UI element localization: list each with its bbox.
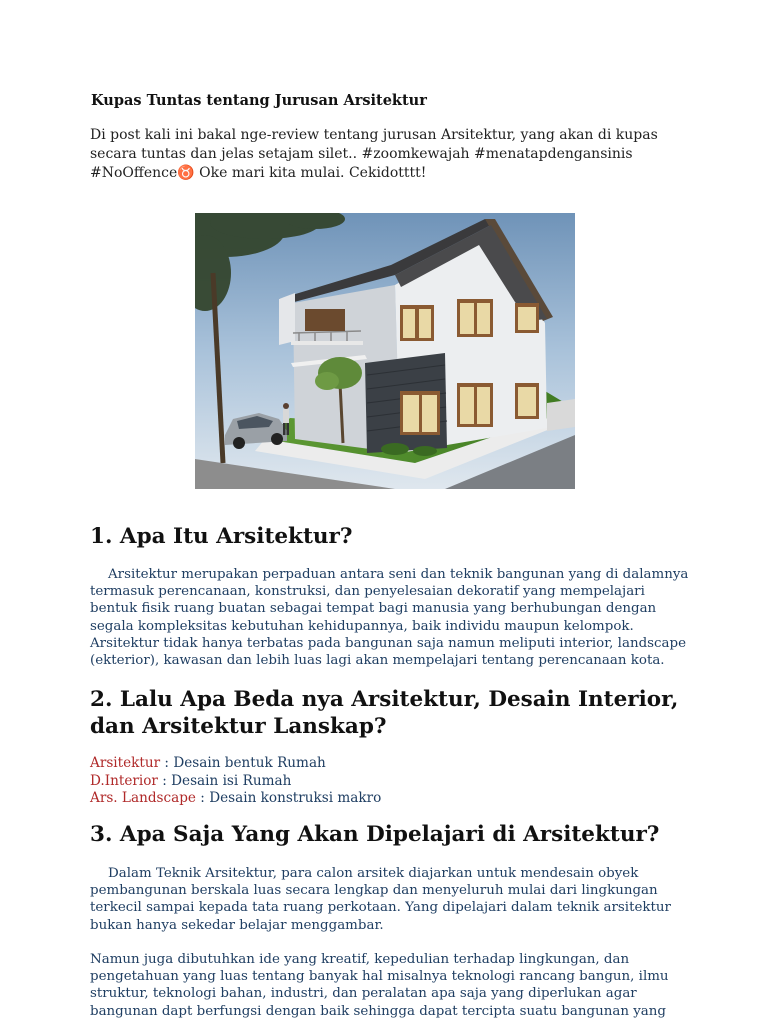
section-1-body: Arsitektur merupakan perpaduan antara seni dan teknik bangunan yang di dalamnya termasuk perencanaan, konstruksi, dan penyelesaian dekoratif yang mempelajari bentuk fisik ruang buatan sebagai tempat bagi manusia yang berhubungan dengan segala kompleksitas kebutuhan kehidupannya, baik individu maupun kelompok. Arsitektur tidak hanya terbatas pada bangunan saja namun meliputi interior, landscape (ekterior), kawasan dan lebih luas lagi akan mempelajari tentang perencanaan kota. [90, 567, 689, 669]
section-2-heading: 2. Lalu Apa Beda nya Arsitektur, Desain Interior, dan Arsitektur Lanskap? [90, 687, 679, 739]
intro-paragraph: Di post kali ini bakal nge-review tentang jurusan Arsitektur, yang akan di kupas secara tuntas dan jelas setajam silet.. #zoomkewajah #menatapdengansinis #NoOffence♉ Oke mari kita mulai. Cekidotttt! [90, 127, 658, 181]
section-3-heading: 3. Apa Saja Yang Akan Dipelajari di Arsitektur? [90, 822, 660, 847]
section-3-body-1: Dalam Teknik Arsitektur, para calon arsitek diajarkan untuk mendesain obyek pembangunan berskala luas secara lengkap dan menyeluruh mulai dari lingkungan terkecil sampai kepada tata ruang perkotaan. Yang dipelajari dalam teknik arsitektur bukan hanya sekedar belajar menggambar. [90, 866, 671, 933]
section-1-heading: 1. Apa Itu Arsitektur? [90, 524, 353, 549]
article-title: Kupas Tuntas tentang Jurusan Arsitektur [91, 92, 427, 109]
definition-item: D.Interior : Desain isi Rumah [90, 772, 292, 789]
house-illustration [195, 213, 575, 489]
definition-list [90, 755, 381, 808]
definition-item: Ars. Landscape : Desain konstruksi makro [90, 790, 382, 806]
definition-item: Arsitektur : Desain bentuk Rumah [90, 755, 326, 771]
section-3-body-2: Namun juga dibutuhkan ide yang kreatif, kepedulian terhadap lingkungan, dan pengetahuan yang luas tentang banyak hal misalnya teknologi rancang bangun, ilmu struktur, teknologi bahan, industri, dan peralatan apa saja yang diperlukan agar bangunan dapt berfungsi dengan baik sehingga dapat tercipta suatu bangunan yang [90, 952, 669, 1019]
